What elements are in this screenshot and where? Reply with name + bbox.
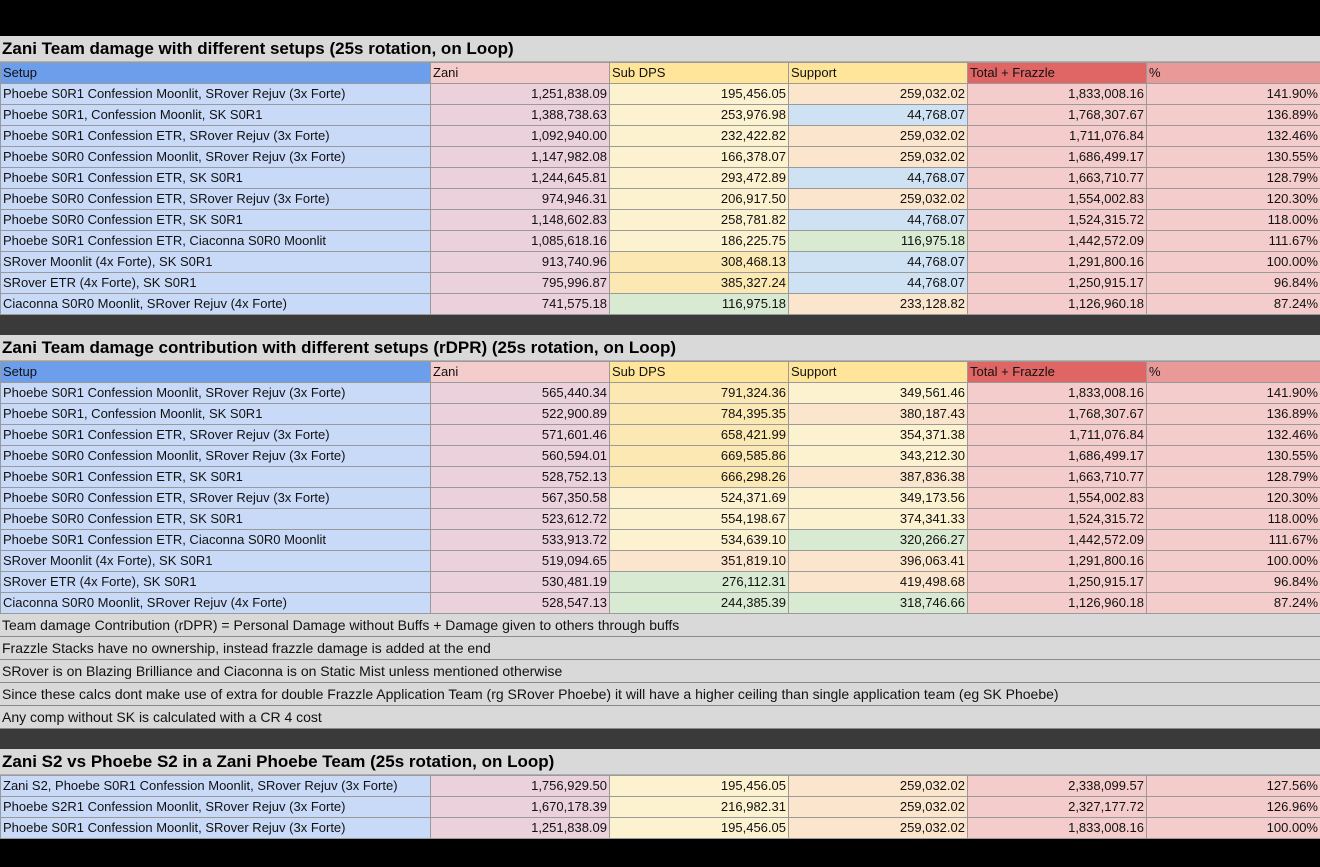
cell-percent[interactable]: 118.00% <box>1147 210 1320 231</box>
cell-sub-dps[interactable]: 253,976.98 <box>610 105 789 126</box>
note-row[interactable]: Team damage Contribution (rDPR) = Personal Damage without Buffs + Damage given to others through buffs <box>0 614 1320 637</box>
cell-total-frazzle[interactable]: 1,833,008.16 <box>968 383 1147 404</box>
cell-sub-dps[interactable]: 206,917.50 <box>610 189 789 210</box>
cell-sub-dps[interactable]: 791,324.36 <box>610 383 789 404</box>
cell-total-frazzle[interactable]: 1,291,800.16 <box>968 252 1147 273</box>
cell-sub-dps[interactable]: 258,781.82 <box>610 210 789 231</box>
cell-support[interactable]: 44,768.07 <box>789 210 968 231</box>
cell-sub-dps[interactable]: 308,468.13 <box>610 252 789 273</box>
header-support[interactable]: Support <box>789 63 968 84</box>
header-sub-dps[interactable]: Sub DPS <box>610 63 789 84</box>
cell-support[interactable]: 259,032.02 <box>789 147 968 168</box>
header-percent[interactable]: % <box>1147 362 1320 383</box>
cell-support[interactable]: 374,341.33 <box>789 509 968 530</box>
table-row <box>1 530 1320 551</box>
cell-setup[interactable]: Phoebe S0R0 Confession ETR, SRover Rejuv (3x Forte) <box>1 488 431 509</box>
table-row <box>1 404 1320 425</box>
cell-sub-dps[interactable]: 784,395.35 <box>610 404 789 425</box>
notes <box>0 614 1320 729</box>
cell-zani[interactable]: 528,752.13 <box>431 467 610 488</box>
table3 <box>0 775 1320 839</box>
cell-setup[interactable]: Phoebe S0R0 Confession ETR, SK S0R1 <box>1 509 431 530</box>
divider <box>0 729 1320 749</box>
cell-sub-dps[interactable]: 166,378.07 <box>610 147 789 168</box>
cell-total-frazzle[interactable]: 1,554,002.83 <box>968 189 1147 210</box>
table-row <box>1 189 1320 210</box>
table-row <box>1 126 1320 147</box>
header-setup[interactable]: Setup <box>1 63 431 84</box>
cell-total-frazzle[interactable]: 1,686,499.17 <box>968 446 1147 467</box>
note-row[interactable]: Since these calcs dont make use of extra for double Frazzle Application Team (rg SRover Phoebe) it will have a higher ceiling than single application team (eg SK Phoebe) <box>0 683 1320 706</box>
cell-zani[interactable]: 1,085,618.16 <box>431 231 610 252</box>
cell-setup[interactable]: SRover Moonlit (4x Forte), SK S0R1 <box>1 252 431 273</box>
cell-support[interactable]: 380,187.43 <box>789 404 968 425</box>
cell-support[interactable]: 259,032.02 <box>789 776 968 797</box>
cell-total-frazzle[interactable]: 1,663,710.77 <box>968 467 1147 488</box>
cell-percent[interactable]: 111.67% <box>1147 530 1320 551</box>
cell-support[interactable]: 233,128.82 <box>789 294 968 315</box>
cell-support[interactable]: 343,212.30 <box>789 446 968 467</box>
cell-setup[interactable]: Phoebe S0R0 Confession ETR, SRover Rejuv (3x Forte) <box>1 189 431 210</box>
header-total-frazzle[interactable]: Total + Frazzle <box>968 362 1147 383</box>
cell-total-frazzle[interactable]: 1,711,076.84 <box>968 425 1147 446</box>
cell-setup[interactable]: Phoebe S0R0 Confession ETR, SK S0R1 <box>1 210 431 231</box>
cell-setup[interactable]: Phoebe S0R1 Confession Moonlit, SRover Rejuv (3x Forte) <box>1 84 431 105</box>
cell-setup[interactable]: Phoebe S0R0 Confession Moonlit, SRover Rejuv (3x Forte) <box>1 147 431 168</box>
table-row <box>1 488 1320 509</box>
cell-percent[interactable]: 141.90% <box>1147 383 1320 404</box>
table-row <box>1 551 1320 572</box>
note-row[interactable]: Frazzle Stacks have no ownership, instead frazzle damage is added at the end <box>0 637 1320 660</box>
cell-zani[interactable]: 1,244,645.81 <box>431 168 610 189</box>
cell-support[interactable]: 259,032.02 <box>789 126 968 147</box>
cell-setup[interactable]: SRover ETR (4x Forte), SK S0R1 <box>1 273 431 294</box>
cell-setup[interactable]: Phoebe S0R1 Confession ETR, SK S0R1 <box>1 168 431 189</box>
note-row[interactable]: Any comp without SK is calculated with a CR 4 cost <box>0 706 1320 729</box>
table-row <box>1 231 1320 252</box>
cell-support[interactable]: 396,063.41 <box>789 551 968 572</box>
cell-sub-dps[interactable]: 293,472.89 <box>610 168 789 189</box>
cell-sub-dps[interactable]: 195,456.05 <box>610 818 789 839</box>
cell-sub-dps[interactable]: 116,975.18 <box>610 294 789 315</box>
cell-setup[interactable]: Phoebe S0R1 Confession ETR, SK S0R1 <box>1 467 431 488</box>
cell-setup[interactable]: Phoebe S0R1 Confession Moonlit, SRover Rejuv (3x Forte) <box>1 818 431 839</box>
table1-body <box>1 84 1320 315</box>
header-total-frazzle[interactable]: Total + Frazzle <box>968 63 1147 84</box>
spreadsheet <box>0 36 1320 839</box>
note-row[interactable]: SRover is on Blazing Brilliance and Ciaconna is on Static Mist unless mentioned otherwise <box>0 660 1320 683</box>
table-row <box>1 593 1320 614</box>
header-zani[interactable]: Zani <box>431 63 610 84</box>
cell-total-frazzle[interactable]: 1,768,307.67 <box>968 105 1147 126</box>
cell-zani[interactable]: 1,756,929.50 <box>431 776 610 797</box>
table-row <box>1 105 1320 126</box>
cell-total-frazzle[interactable]: 1,833,008.16 <box>968 84 1147 105</box>
cell-sub-dps[interactable]: 658,421.99 <box>610 425 789 446</box>
cell-percent[interactable]: 100.00% <box>1147 551 1320 572</box>
header-percent[interactable]: % <box>1147 63 1320 84</box>
cell-zani[interactable]: 522,900.89 <box>431 404 610 425</box>
cell-percent[interactable]: 128.79% <box>1147 467 1320 488</box>
cell-total-frazzle[interactable]: 2,327,177.72 <box>968 797 1147 818</box>
table-row <box>1 509 1320 530</box>
cell-zani[interactable]: 567,350.58 <box>431 488 610 509</box>
cell-zani[interactable]: 1,251,838.09 <box>431 818 610 839</box>
cell-setup[interactable]: Phoebe S0R1 Confession ETR, Ciaconna S0R0 Moonlit <box>1 231 431 252</box>
cell-total-frazzle[interactable]: 1,711,076.84 <box>968 126 1147 147</box>
table-row <box>1 168 1320 189</box>
cell-setup[interactable]: Phoebe S2R1 Confession Moonlit, SRover Rejuv (3x Forte) <box>1 797 431 818</box>
cell-zani[interactable]: 528,547.13 <box>431 593 610 614</box>
cell-zani[interactable]: 533,913.72 <box>431 530 610 551</box>
cell-total-frazzle[interactable]: 1,524,315.72 <box>968 509 1147 530</box>
table3-title: Zani S2 vs Phoebe S2 in a Zani Phoebe Team (25s rotation, on Loop) <box>0 749 1320 775</box>
cell-sub-dps[interactable]: 669,585.86 <box>610 446 789 467</box>
cell-setup[interactable]: Ciaconna S0R0 Moonlit, SRover Rejuv (4x Forte) <box>1 294 431 315</box>
cell-setup[interactable]: Zani S2, Phoebe S0R1 Confession Moonlit, SRover Rejuv (3x Forte) <box>1 776 431 797</box>
cell-support[interactable]: 349,173.56 <box>789 488 968 509</box>
cell-sub-dps[interactable]: 385,327.24 <box>610 273 789 294</box>
cell-percent[interactable]: 120.30% <box>1147 488 1320 509</box>
cell-percent[interactable]: 87.24% <box>1147 294 1320 315</box>
cell-zani[interactable]: 741,575.18 <box>431 294 610 315</box>
cell-percent[interactable]: 96.84% <box>1147 273 1320 294</box>
cell-support[interactable]: 419,498.68 <box>789 572 968 593</box>
table3-body <box>1 776 1320 839</box>
cell-percent[interactable]: 100.00% <box>1147 818 1320 839</box>
cell-setup[interactable]: Phoebe S0R1 Confession Moonlit, SRover Rejuv (3x Forte) <box>1 383 431 404</box>
cell-support[interactable]: 44,768.07 <box>789 252 968 273</box>
cell-total-frazzle[interactable]: 1,126,960.18 <box>968 294 1147 315</box>
cell-zani[interactable]: 1,670,178.39 <box>431 797 610 818</box>
cell-sub-dps[interactable]: 524,371.69 <box>610 488 789 509</box>
cell-support[interactable]: 259,032.02 <box>789 797 968 818</box>
cell-support[interactable]: 259,032.02 <box>789 189 968 210</box>
cell-percent[interactable]: 132.46% <box>1147 126 1320 147</box>
table1-header-row <box>1 63 1320 84</box>
cell-sub-dps[interactable]: 554,198.67 <box>610 509 789 530</box>
table2 <box>0 361 1320 614</box>
cell-percent[interactable]: 120.30% <box>1147 189 1320 210</box>
cell-zani[interactable]: 1,388,738.63 <box>431 105 610 126</box>
cell-percent[interactable]: 118.00% <box>1147 509 1320 530</box>
cell-zani[interactable]: 913,740.96 <box>431 252 610 273</box>
cell-setup[interactable]: SRover Moonlit (4x Forte), SK S0R1 <box>1 551 431 572</box>
cell-setup[interactable]: Phoebe S0R1 Confession ETR, SRover Rejuv (3x Forte) <box>1 126 431 147</box>
table-row <box>1 797 1320 818</box>
table2-body <box>1 383 1320 614</box>
cell-support[interactable]: 318,746.66 <box>789 593 968 614</box>
table-row <box>1 383 1320 404</box>
cell-zani[interactable]: 974,946.31 <box>431 189 610 210</box>
table-row <box>1 467 1320 488</box>
table-row <box>1 252 1320 273</box>
cell-sub-dps[interactable]: 244,385.39 <box>610 593 789 614</box>
cell-support[interactable]: 44,768.07 <box>789 168 968 189</box>
table2-title: Zani Team damage contribution with different setups (rDPR) (25s rotation, on Loop) <box>0 335 1320 361</box>
table-row <box>1 84 1320 105</box>
cell-zani[interactable]: 519,094.65 <box>431 551 610 572</box>
cell-percent[interactable]: 96.84% <box>1147 572 1320 593</box>
cell-zani[interactable]: 1,251,838.09 <box>431 84 610 105</box>
cell-support[interactable]: 349,561.46 <box>789 383 968 404</box>
table-row <box>1 572 1320 593</box>
cell-sub-dps[interactable]: 666,298.26 <box>610 467 789 488</box>
cell-sub-dps[interactable]: 232,422.82 <box>610 126 789 147</box>
cell-zani[interactable]: 523,612.72 <box>431 509 610 530</box>
cell-zani[interactable]: 571,601.46 <box>431 425 610 446</box>
cell-percent[interactable]: 132.46% <box>1147 425 1320 446</box>
cell-total-frazzle[interactable]: 1,554,002.83 <box>968 488 1147 509</box>
cell-zani[interactable]: 560,594.01 <box>431 446 610 467</box>
cell-percent[interactable]: 87.24% <box>1147 593 1320 614</box>
cell-total-frazzle[interactable]: 1,686,499.17 <box>968 147 1147 168</box>
cell-support[interactable]: 259,032.02 <box>789 84 968 105</box>
cell-zani[interactable]: 795,996.87 <box>431 273 610 294</box>
cell-sub-dps[interactable]: 186,225.75 <box>610 231 789 252</box>
cell-sub-dps[interactable]: 216,982.31 <box>610 797 789 818</box>
cell-setup[interactable]: Phoebe S0R1 Confession ETR, SRover Rejuv (3x Forte) <box>1 425 431 446</box>
cell-setup[interactable]: Ciaconna S0R0 Moonlit, SRover Rejuv (4x Forte) <box>1 593 431 614</box>
cell-total-frazzle[interactable]: 2,338,099.57 <box>968 776 1147 797</box>
cell-zani[interactable]: 1,092,940.00 <box>431 126 610 147</box>
cell-percent[interactable]: 136.89% <box>1147 105 1320 126</box>
cell-percent[interactable]: 111.67% <box>1147 231 1320 252</box>
table1 <box>0 62 1320 315</box>
header-zani[interactable]: Zani <box>431 362 610 383</box>
cell-total-frazzle[interactable]: 1,442,572.09 <box>968 231 1147 252</box>
cell-percent[interactable]: 130.55% <box>1147 446 1320 467</box>
cell-percent[interactable]: 100.00% <box>1147 252 1320 273</box>
cell-total-frazzle[interactable]: 1,524,315.72 <box>968 210 1147 231</box>
cell-zani[interactable]: 530,481.19 <box>431 572 610 593</box>
cell-percent[interactable]: 130.55% <box>1147 147 1320 168</box>
cell-sub-dps[interactable]: 534,639.10 <box>610 530 789 551</box>
header-sub-dps[interactable]: Sub DPS <box>610 362 789 383</box>
cell-total-frazzle[interactable]: 1,442,572.09 <box>968 530 1147 551</box>
cell-zani[interactable]: 1,147,982.08 <box>431 147 610 168</box>
cell-percent[interactable]: 126.96% <box>1147 797 1320 818</box>
cell-support[interactable]: 44,768.07 <box>789 105 968 126</box>
cell-total-frazzle[interactable]: 1,768,307.67 <box>968 404 1147 425</box>
cell-setup[interactable]: Phoebe S0R1, Confession Moonlit, SK S0R1 <box>1 105 431 126</box>
cell-setup[interactable]: SRover ETR (4x Forte), SK S0R1 <box>1 572 431 593</box>
header-setup[interactable]: Setup <box>1 362 431 383</box>
table1-title: Zani Team damage with different setups (25s rotation, on Loop) <box>0 36 1320 62</box>
cell-total-frazzle[interactable]: 1,250,915.17 <box>968 572 1147 593</box>
table-row <box>1 425 1320 446</box>
divider <box>0 315 1320 335</box>
cell-percent[interactable]: 141.90% <box>1147 84 1320 105</box>
table-row <box>1 294 1320 315</box>
table2-header-row <box>1 362 1320 383</box>
cell-percent[interactable]: 136.89% <box>1147 404 1320 425</box>
cell-total-frazzle[interactable]: 1,833,008.16 <box>968 818 1147 839</box>
table-row <box>1 776 1320 797</box>
cell-setup[interactable]: Phoebe S0R0 Confession Moonlit, SRover Rejuv (3x Forte) <box>1 446 431 467</box>
cell-percent[interactable]: 127.56% <box>1147 776 1320 797</box>
cell-total-frazzle[interactable]: 1,126,960.18 <box>968 593 1147 614</box>
cell-support[interactable]: 320,266.27 <box>789 530 968 551</box>
cell-total-frazzle[interactable]: 1,250,915.17 <box>968 273 1147 294</box>
cell-support[interactable]: 354,371.38 <box>789 425 968 446</box>
table-row <box>1 446 1320 467</box>
cell-support[interactable]: 116,975.18 <box>789 231 968 252</box>
table-row <box>1 818 1320 839</box>
cell-zani[interactable]: 1,148,602.83 <box>431 210 610 231</box>
cell-sub-dps[interactable]: 195,456.05 <box>610 84 789 105</box>
cell-sub-dps[interactable]: 351,819.10 <box>610 551 789 572</box>
cell-setup[interactable]: Phoebe S0R1 Confession ETR, Ciaconna S0R0 Moonlit <box>1 530 431 551</box>
cell-support[interactable]: 387,836.38 <box>789 467 968 488</box>
cell-support[interactable]: 259,032.02 <box>789 818 968 839</box>
cell-total-frazzle[interactable]: 1,291,800.16 <box>968 551 1147 572</box>
header-support[interactable]: Support <box>789 362 968 383</box>
cell-support[interactable]: 44,768.07 <box>789 273 968 294</box>
cell-zani[interactable]: 565,440.34 <box>431 383 610 404</box>
table-row <box>1 273 1320 294</box>
cell-sub-dps[interactable]: 276,112.31 <box>610 572 789 593</box>
cell-sub-dps[interactable]: 195,456.05 <box>610 776 789 797</box>
cell-setup[interactable]: Phoebe S0R1, Confession Moonlit, SK S0R1 <box>1 404 431 425</box>
cell-percent[interactable]: 128.79% <box>1147 168 1320 189</box>
cell-total-frazzle[interactable]: 1,663,710.77 <box>968 168 1147 189</box>
table-row <box>1 147 1320 168</box>
table-row <box>1 210 1320 231</box>
